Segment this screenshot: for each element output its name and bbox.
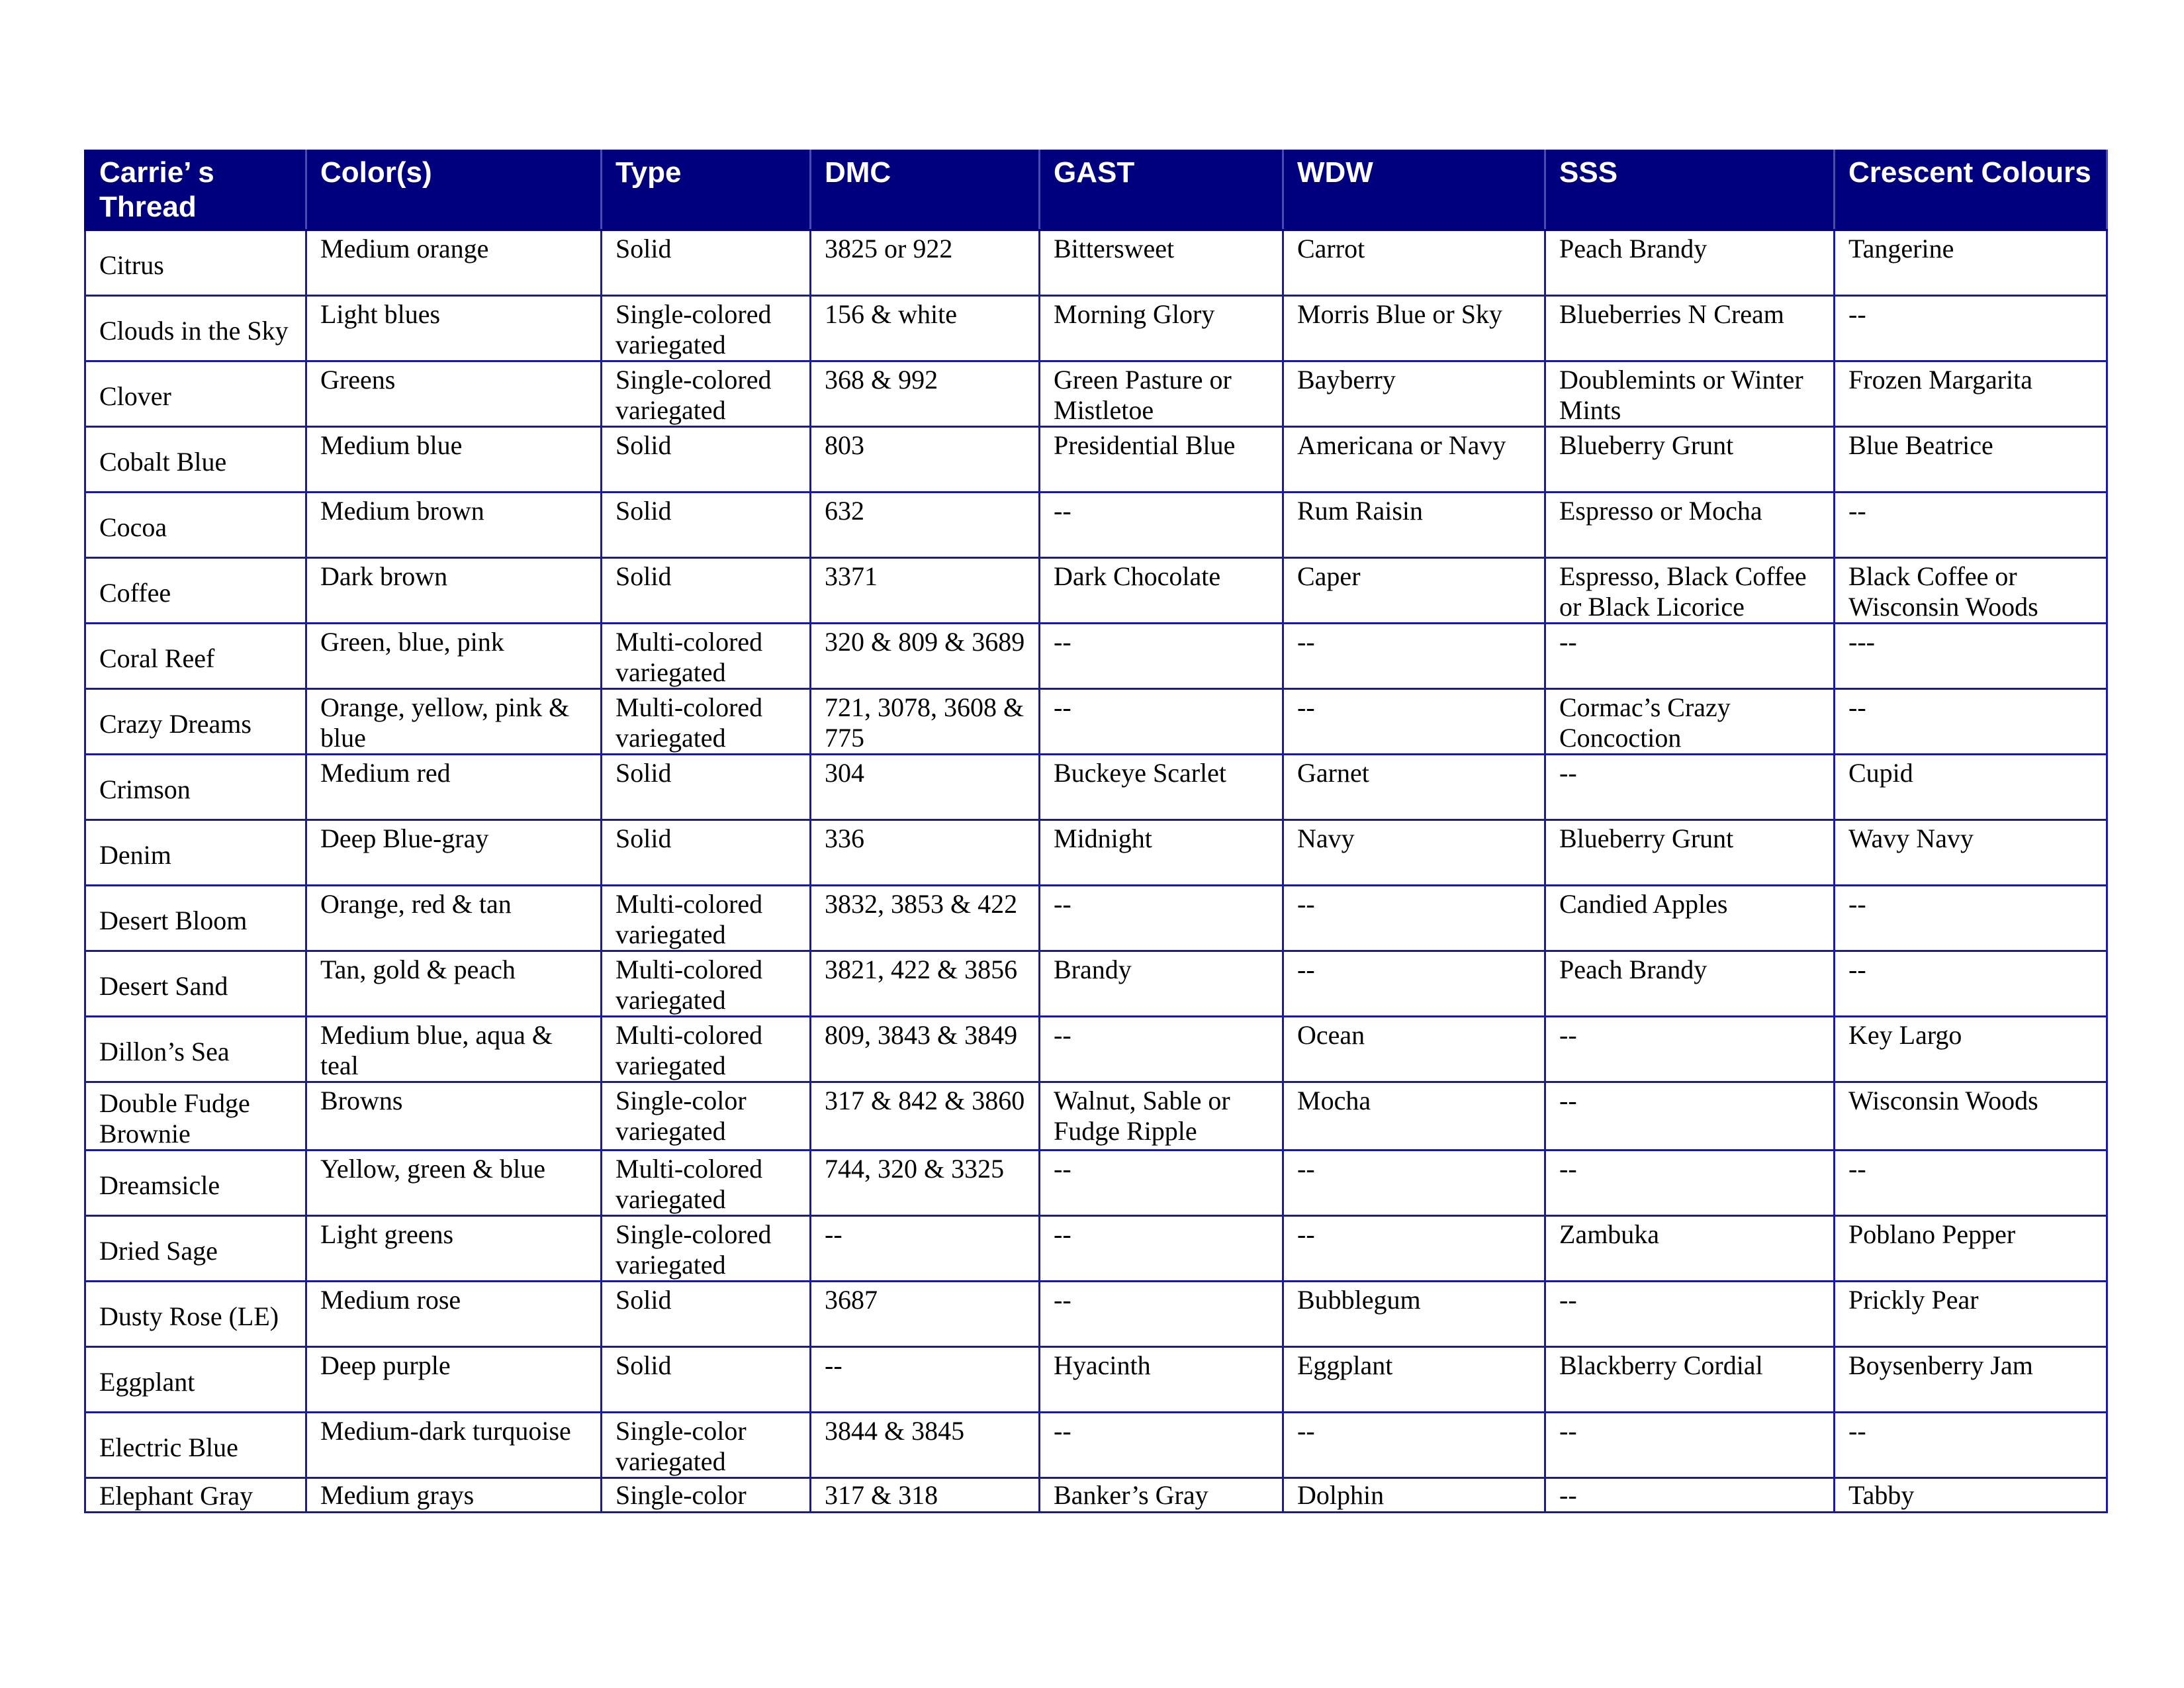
wdw-cell: Ocean	[1283, 1017, 1545, 1082]
gast-cell: --	[1040, 1282, 1283, 1347]
type-cell: Solid	[602, 558, 811, 624]
wdw-cell: Dolphin	[1283, 1478, 1545, 1513]
dmc-cell: 336	[811, 820, 1040, 886]
table-row	[85, 951, 2107, 1017]
crescent-colours-cell: --	[1835, 1413, 2107, 1478]
wdw-cell: Mocha	[1283, 1082, 1545, 1150]
table-row	[85, 558, 2107, 624]
colors-cell: Dark brown	[306, 558, 602, 624]
dmc-cell: 809, 3843 & 3849	[811, 1017, 1040, 1082]
table-row	[85, 1216, 2107, 1282]
sss-cell: --	[1545, 1282, 1835, 1347]
dmc-cell: 3687	[811, 1282, 1040, 1347]
colors-cell: Medium orange	[306, 230, 602, 296]
colors-cell: Medium rose	[306, 1282, 602, 1347]
wdw-cell: Morris Blue or Sky	[1283, 296, 1545, 361]
header-type: Type	[602, 151, 811, 230]
type-cell: Solid	[602, 820, 811, 886]
crescent-colours-cell: Prickly Pear	[1835, 1282, 2107, 1347]
type-cell: Multi-colored variegated	[602, 624, 811, 689]
sss-cell: Blueberries N Cream	[1545, 296, 1835, 361]
table-row	[85, 886, 2107, 951]
header-crescent-colours: Crescent Colours	[1835, 151, 2107, 230]
crescent-colours-cell: --	[1835, 951, 2107, 1017]
dmc-cell: 3832, 3853 & 422	[811, 886, 1040, 951]
type-cell: Single-color variegated	[602, 1413, 811, 1478]
wdw-cell: Eggplant	[1283, 1347, 1545, 1413]
gast-cell: Midnight	[1040, 820, 1283, 886]
type-cell: Solid	[602, 492, 811, 558]
gast-cell: Hyacinth	[1040, 1347, 1283, 1413]
dmc-cell: --	[811, 1216, 1040, 1282]
type-cell: Solid	[602, 1347, 811, 1413]
table-row	[85, 755, 2107, 820]
gast-cell: --	[1040, 1216, 1283, 1282]
thread-conversion-table	[84, 150, 2108, 1513]
sss-cell: --	[1545, 1150, 1835, 1216]
type-cell: Multi-colored variegated	[602, 886, 811, 951]
colors-cell: Medium red	[306, 755, 602, 820]
dmc-cell: 317 & 318	[811, 1478, 1040, 1513]
dmc-cell: 317 & 842 & 3860	[811, 1082, 1040, 1150]
table-row	[85, 492, 2107, 558]
table-row	[85, 1478, 2107, 1513]
sss-cell: Candied Apples	[1545, 886, 1835, 951]
type-cell: Multi-colored variegated	[602, 951, 811, 1017]
header-thread: Carrie’ s Thread	[85, 151, 306, 230]
colors-cell: Deep Blue-gray	[306, 820, 602, 886]
thread-name-cell: Cobalt Blue	[85, 427, 306, 492]
thread-name-cell: Double Fudge Brownie	[85, 1082, 306, 1150]
crescent-colours-cell: Frozen Margarita	[1835, 361, 2107, 427]
header-gast: GAST	[1040, 151, 1283, 230]
dmc-cell: 3821, 422 & 3856	[811, 951, 1040, 1017]
gast-cell: Presidential Blue	[1040, 427, 1283, 492]
colors-cell: Medium blue, aqua & teal	[306, 1017, 602, 1082]
wdw-cell: --	[1283, 951, 1545, 1017]
sss-cell: Peach Brandy	[1545, 230, 1835, 296]
crescent-colours-cell: Poblano Pepper	[1835, 1216, 2107, 1282]
dmc-cell: 632	[811, 492, 1040, 558]
wdw-cell: Bubblegum	[1283, 1282, 1545, 1347]
thread-name-cell: Dillon’s Sea	[85, 1017, 306, 1082]
type-cell: Single-colored variegated	[602, 296, 811, 361]
thread-name-cell: Clover	[85, 361, 306, 427]
thread-name-cell: Dusty Rose (LE)	[85, 1282, 306, 1347]
table-row	[85, 361, 2107, 427]
colors-cell: Greens	[306, 361, 602, 427]
header-row	[85, 151, 2107, 230]
wdw-cell: --	[1283, 886, 1545, 951]
gast-cell: --	[1040, 1413, 1283, 1478]
thread-name-cell: Cocoa	[85, 492, 306, 558]
sss-cell: Espresso or Mocha	[1545, 492, 1835, 558]
dmc-cell: 803	[811, 427, 1040, 492]
gast-cell: Morning Glory	[1040, 296, 1283, 361]
type-cell: Solid	[602, 1282, 811, 1347]
dmc-cell: --	[811, 1347, 1040, 1413]
sss-cell: --	[1545, 624, 1835, 689]
crescent-colours-cell: --	[1835, 689, 2107, 755]
table-row	[85, 1347, 2107, 1413]
type-cell: Multi-colored variegated	[602, 1017, 811, 1082]
gast-cell: Banker’s Gray	[1040, 1478, 1283, 1513]
thread-name-cell: Desert Bloom	[85, 886, 306, 951]
type-cell: Single-color	[602, 1478, 811, 1513]
wdw-cell: Rum Raisin	[1283, 492, 1545, 558]
wdw-cell: --	[1283, 1216, 1545, 1282]
table-row	[85, 1017, 2107, 1082]
thread-name-cell: Dreamsicle	[85, 1150, 306, 1216]
thread-name-cell: Elephant Gray	[85, 1478, 306, 1513]
gast-cell: --	[1040, 886, 1283, 951]
table-row	[85, 230, 2107, 296]
sss-cell: Doublemints or Winter Mints	[1545, 361, 1835, 427]
dmc-cell: 156 & white	[811, 296, 1040, 361]
gast-cell: Walnut, Sable or Fudge Ripple	[1040, 1082, 1283, 1150]
colors-cell: Browns	[306, 1082, 602, 1150]
crescent-colours-cell: Tabby	[1835, 1478, 2107, 1513]
table-row	[85, 1413, 2107, 1478]
colors-cell: Green, blue, pink	[306, 624, 602, 689]
table-row	[85, 296, 2107, 361]
dmc-cell: 721, 3078, 3608 & 775	[811, 689, 1040, 755]
table-row	[85, 1082, 2107, 1150]
colors-cell: Yellow, green & blue	[306, 1150, 602, 1216]
gast-cell: Buckeye Scarlet	[1040, 755, 1283, 820]
header-dmc: DMC	[811, 151, 1040, 230]
colors-cell: Medium brown	[306, 492, 602, 558]
type-cell: Solid	[602, 427, 811, 492]
wdw-cell: Caper	[1283, 558, 1545, 624]
colors-cell: Orange, red & tan	[306, 886, 602, 951]
crescent-colours-cell: Key Largo	[1835, 1017, 2107, 1082]
sss-cell: --	[1545, 1413, 1835, 1478]
wdw-cell: --	[1283, 1150, 1545, 1216]
wdw-cell: Navy	[1283, 820, 1545, 886]
gast-cell: Bittersweet	[1040, 230, 1283, 296]
colors-cell: Light blues	[306, 296, 602, 361]
crescent-colours-cell: Boysenberry Jam	[1835, 1347, 2107, 1413]
colors-cell: Orange, yellow, pink & blue	[306, 689, 602, 755]
crescent-colours-cell: Black Coffee or Wisconsin Woods	[1835, 558, 2107, 624]
wdw-cell: --	[1283, 689, 1545, 755]
wdw-cell: --	[1283, 1413, 1545, 1478]
colors-cell: Medium grays	[306, 1478, 602, 1513]
thread-name-cell: Crazy Dreams	[85, 689, 306, 755]
thread-name-cell: Clouds in the Sky	[85, 296, 306, 361]
type-cell: Multi-colored variegated	[602, 689, 811, 755]
type-cell: Solid	[602, 755, 811, 820]
dmc-cell: 320 & 809 & 3689	[811, 624, 1040, 689]
sss-cell: --	[1545, 1478, 1835, 1513]
colors-cell: Tan, gold & peach	[306, 951, 602, 1017]
type-cell: Single-colored variegated	[602, 1216, 811, 1282]
wdw-cell: Carrot	[1283, 230, 1545, 296]
sss-cell: Blackberry Cordial	[1545, 1347, 1835, 1413]
crescent-colours-cell: ---	[1835, 624, 2107, 689]
header-colors: Color(s)	[306, 151, 602, 230]
crescent-colours-cell: Wavy Navy	[1835, 820, 2107, 886]
crescent-colours-cell: Tangerine	[1835, 230, 2107, 296]
crescent-colours-cell: Blue Beatrice	[1835, 427, 2107, 492]
gast-cell: --	[1040, 624, 1283, 689]
thread-name-cell: Dried Sage	[85, 1216, 306, 1282]
sss-cell: --	[1545, 1082, 1835, 1150]
gast-cell: Brandy	[1040, 951, 1283, 1017]
table-row	[85, 1282, 2107, 1347]
sss-cell: Blueberry Grunt	[1545, 820, 1835, 886]
crescent-colours-cell: --	[1835, 1150, 2107, 1216]
type-cell: Single-colored variegated	[602, 361, 811, 427]
crescent-colours-cell: --	[1835, 886, 2107, 951]
sss-cell: --	[1545, 755, 1835, 820]
thread-name-cell: Coral Reef	[85, 624, 306, 689]
dmc-cell: 304	[811, 755, 1040, 820]
sss-cell: Espresso, Black Coffee or Black Licorice	[1545, 558, 1835, 624]
thread-name-cell: Crimson	[85, 755, 306, 820]
sss-cell: Zambuka	[1545, 1216, 1835, 1282]
type-cell: Solid	[602, 230, 811, 296]
dmc-cell: 3825 or 922	[811, 230, 1040, 296]
table-row	[85, 820, 2107, 886]
sss-cell: --	[1545, 1017, 1835, 1082]
thread-name-cell: Coffee	[85, 558, 306, 624]
sss-cell: Blueberry Grunt	[1545, 427, 1835, 492]
table-header	[85, 151, 2107, 230]
type-cell: Multi-colored variegated	[602, 1150, 811, 1216]
table-row	[85, 689, 2107, 755]
table-row	[85, 624, 2107, 689]
gast-cell: Dark Chocolate	[1040, 558, 1283, 624]
colors-cell: Deep purple	[306, 1347, 602, 1413]
gast-cell: Green Pasture or Mistletoe	[1040, 361, 1283, 427]
dmc-cell: 3844 & 3845	[811, 1413, 1040, 1478]
colors-cell: Medium-dark turquoise	[306, 1413, 602, 1478]
gast-cell: --	[1040, 689, 1283, 755]
crescent-colours-cell: Cupid	[1835, 755, 2107, 820]
crescent-colours-cell: Wisconsin Woods	[1835, 1082, 2107, 1150]
type-cell: Single-color variegated	[602, 1082, 811, 1150]
colors-cell: Medium blue	[306, 427, 602, 492]
colors-cell: Light greens	[306, 1216, 602, 1282]
sss-cell: Peach Brandy	[1545, 951, 1835, 1017]
table-row	[85, 1150, 2107, 1216]
gast-cell: --	[1040, 492, 1283, 558]
crescent-colours-cell: --	[1835, 296, 2107, 361]
wdw-cell: Americana or Navy	[1283, 427, 1545, 492]
crescent-colours-cell: --	[1835, 492, 2107, 558]
wdw-cell: Garnet	[1283, 755, 1545, 820]
dmc-cell: 3371	[811, 558, 1040, 624]
gast-cell: --	[1040, 1017, 1283, 1082]
thread-name-cell: Electric Blue	[85, 1413, 306, 1478]
wdw-cell: --	[1283, 624, 1545, 689]
thread-name-cell: Eggplant	[85, 1347, 306, 1413]
header-sss: SSS	[1545, 151, 1835, 230]
gast-cell: --	[1040, 1150, 1283, 1216]
sss-cell: Cormac’s Crazy Concoction	[1545, 689, 1835, 755]
dmc-cell: 368 & 992	[811, 361, 1040, 427]
wdw-cell: Bayberry	[1283, 361, 1545, 427]
dmc-cell: 744, 320 & 3325	[811, 1150, 1040, 1216]
thread-name-cell: Desert Sand	[85, 951, 306, 1017]
thread-name-cell: Denim	[85, 820, 306, 886]
thread-name-cell: Citrus	[85, 230, 306, 296]
table-body	[85, 230, 2107, 1513]
header-wdw: WDW	[1283, 151, 1545, 230]
table-row	[85, 427, 2107, 492]
